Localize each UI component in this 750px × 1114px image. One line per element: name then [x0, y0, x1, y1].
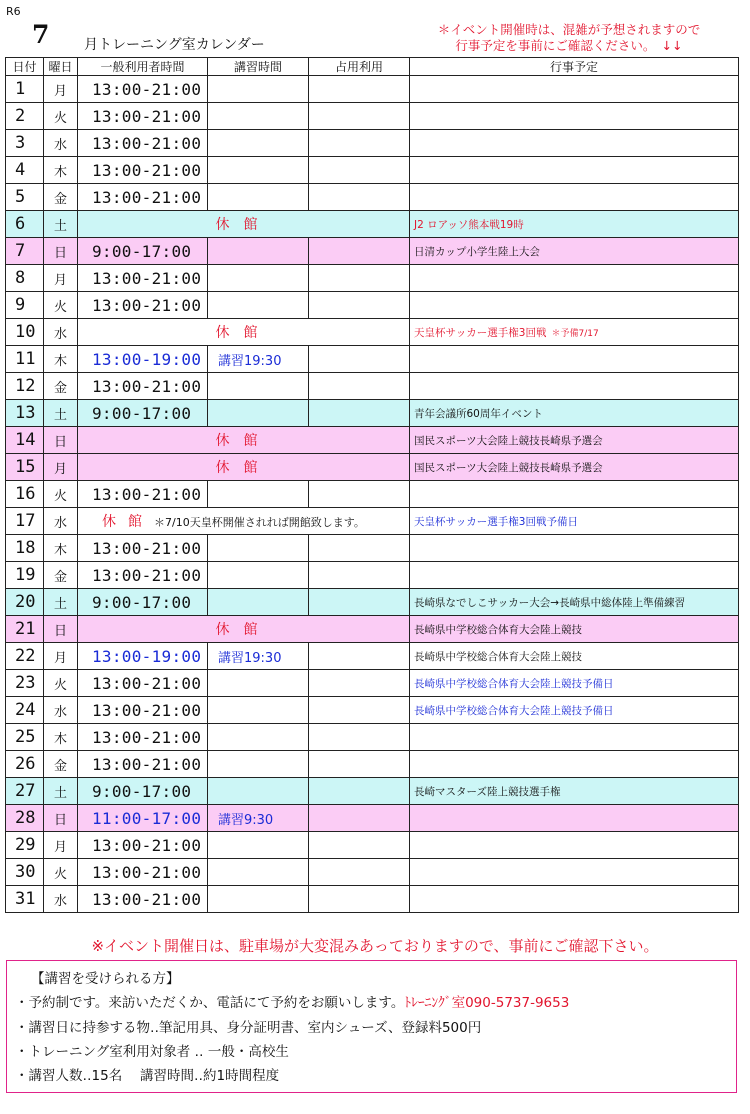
exclusive-use-cell — [309, 481, 410, 508]
date-cell: 31 — [6, 886, 44, 913]
table-row — [6, 616, 739, 643]
general-hours-cell: 9:00-17:00 — [78, 238, 208, 265]
event-text: 日清カップ小学生陸上大会 — [414, 245, 540, 258]
exclusive-use-cell — [309, 751, 410, 778]
lecture-time-cell — [208, 670, 309, 697]
parking-warning: ※イベント開催日は、駐車場が大変混みあっておりますので、事前にご確認下さい。 — [91, 937, 659, 955]
date-cell: 2 — [6, 103, 44, 130]
weekday-cell: 水 — [44, 697, 78, 724]
weekday-cell: 木 — [44, 346, 78, 373]
event-cell — [410, 724, 739, 751]
date-cell: 9 — [6, 292, 44, 319]
lecture-info-line-1 — [15, 991, 569, 1011]
exclusive-use-cell — [309, 103, 410, 130]
date-cell: 27 — [6, 778, 44, 805]
event-cell — [410, 778, 739, 805]
lecture-time-cell — [208, 265, 309, 292]
event-cell — [410, 292, 739, 319]
table-header-row — [6, 58, 739, 76]
event-cell — [410, 589, 739, 616]
header-date: 日付 — [6, 58, 44, 76]
table-row — [6, 778, 739, 805]
event-cell — [410, 859, 739, 886]
weekday-cell: 日 — [44, 805, 78, 832]
lecture-time-cell: 講習19:30 — [208, 346, 309, 373]
event-cell — [410, 805, 739, 832]
lecture-time-cell — [208, 238, 309, 265]
event-cell — [410, 76, 739, 103]
weekday-cell: 金 — [44, 751, 78, 778]
table-row — [6, 157, 739, 184]
weekday-cell: 日 — [44, 616, 78, 643]
event-cell — [410, 103, 739, 130]
closed-label: 休館 — [102, 514, 154, 530]
event-cell — [410, 481, 739, 508]
lecture-info-line-4: ・講習人数‥15名 講習時間‥約1時間程度 — [15, 1068, 280, 1084]
event-cell — [410, 238, 739, 265]
lecture-time-cell — [208, 157, 309, 184]
date-cell: 26 — [6, 751, 44, 778]
weekday-cell: 土 — [44, 400, 78, 427]
event-text: 長崎マスターズ陸上競技選手権 — [414, 785, 561, 798]
weekday-cell: 火 — [44, 103, 78, 130]
phone-number: ﾄﾚｰﾆﾝｸﾞ室090-5737-9653 — [404, 995, 570, 1011]
event-cell — [410, 616, 739, 643]
event-cell — [410, 535, 739, 562]
weekday-cell: 土 — [44, 589, 78, 616]
weekday-cell: 木 — [44, 535, 78, 562]
calendar-table — [5, 57, 739, 913]
general-hours-cell: 13:00-21:00 — [78, 724, 208, 751]
era-label: R6 — [6, 5, 21, 18]
event-text: 青年会議所60周年イベント — [414, 407, 543, 420]
date-cell: 11 — [6, 346, 44, 373]
lecture-time-cell — [208, 481, 309, 508]
table-row — [6, 643, 739, 670]
event-cell — [410, 697, 739, 724]
closed-note-cell — [78, 508, 410, 535]
table-row — [6, 589, 739, 616]
closed-cell: 休館 — [78, 319, 410, 346]
event-notice-line2: 行事予定を事前にご確認ください。 ↓↓ — [455, 38, 683, 53]
lecture-time-cell — [208, 562, 309, 589]
table-row — [6, 184, 739, 211]
exclusive-use-cell — [309, 832, 410, 859]
lecture-info-line-3: ・トレーニング室利用対象者 ‥ 一般・高校生 — [15, 1044, 289, 1060]
weekday-cell: 金 — [44, 184, 78, 211]
table-row — [6, 76, 739, 103]
general-hours-cell: 13:00-21:00 — [78, 535, 208, 562]
event-cell — [410, 670, 739, 697]
weekday-cell: 月 — [44, 76, 78, 103]
header-lecture-time: 講習時間 — [208, 58, 309, 76]
general-hours-cell: 13:00-21:00 — [78, 184, 208, 211]
event-cell — [410, 265, 739, 292]
general-hours-cell: 13:00-21:00 — [78, 157, 208, 184]
date-cell: 13 — [6, 400, 44, 427]
weekday-cell: 水 — [44, 130, 78, 157]
exclusive-use-cell — [309, 643, 410, 670]
event-cell — [410, 454, 739, 481]
event-notice — [410, 22, 728, 54]
table-row — [6, 481, 739, 508]
table-row — [6, 346, 739, 373]
date-cell: 6 — [6, 211, 44, 238]
table-row — [6, 454, 739, 481]
date-cell: 4 — [6, 157, 44, 184]
event-text: 長崎県中学校総合体育大会陸上競技 — [414, 650, 582, 663]
weekday-cell: 金 — [44, 373, 78, 400]
lecture-info-box — [6, 960, 737, 1093]
date-cell: 15 — [6, 454, 44, 481]
table-row — [6, 751, 739, 778]
date-cell: 30 — [6, 859, 44, 886]
event-text: 長崎県中学校総合体育大会陸上競技予備日 — [414, 677, 614, 690]
table-row — [6, 373, 739, 400]
lecture-time-cell — [208, 778, 309, 805]
table-row — [6, 535, 739, 562]
table-row — [6, 427, 739, 454]
event-text: 国民スポーツ大会陸上競技長崎県予選会 — [414, 434, 603, 447]
date-cell: 17 — [6, 508, 44, 535]
closed-cell: 休館 — [78, 454, 410, 481]
event-cell — [410, 373, 739, 400]
exclusive-use-cell — [309, 265, 410, 292]
general-hours-cell: 13:00-21:00 — [78, 751, 208, 778]
date-cell: 21 — [6, 616, 44, 643]
exclusive-use-cell — [309, 238, 410, 265]
weekday-cell: 金 — [44, 562, 78, 589]
exclusive-use-cell — [309, 535, 410, 562]
weekday-cell: 火 — [44, 292, 78, 319]
general-hours-cell: 13:00-21:00 — [78, 697, 208, 724]
weekday-cell: 火 — [44, 859, 78, 886]
table-row — [6, 319, 739, 346]
table-row — [6, 400, 739, 427]
closed-cell: 休館 — [78, 427, 410, 454]
date-cell: 24 — [6, 697, 44, 724]
header-events: 行事予定 — [410, 58, 739, 76]
general-hours-cell: 13:00-21:00 — [78, 670, 208, 697]
general-hours-cell: 13:00-21:00 — [78, 562, 208, 589]
table-row — [6, 886, 739, 913]
date-cell: 1 — [6, 76, 44, 103]
lecture-time-cell — [208, 184, 309, 211]
weekday-cell: 木 — [44, 157, 78, 184]
weekday-cell: 火 — [44, 670, 78, 697]
date-cell: 10 — [6, 319, 44, 346]
weekday-cell: 水 — [44, 508, 78, 535]
date-cell: 25 — [6, 724, 44, 751]
general-hours-cell: 11:00-17:00 — [78, 805, 208, 832]
general-hours-cell: 13:00-21:00 — [78, 103, 208, 130]
exclusive-use-cell — [309, 589, 410, 616]
event-subnote: ＊予備7/17 — [551, 328, 599, 339]
lecture-time-cell — [208, 751, 309, 778]
table-row — [6, 238, 739, 265]
exclusive-use-cell — [309, 373, 410, 400]
event-cell — [410, 427, 739, 454]
lecture-time-cell — [208, 832, 309, 859]
event-text: 長崎県中学校総合体育大会陸上競技 — [414, 623, 582, 636]
table-row — [6, 508, 739, 535]
weekday-cell: 火 — [44, 481, 78, 508]
date-cell: 7 — [6, 238, 44, 265]
table-row — [6, 724, 739, 751]
event-cell — [410, 400, 739, 427]
exclusive-use-cell — [309, 670, 410, 697]
general-hours-cell: 13:00-19:00 — [78, 643, 208, 670]
general-hours-cell: 9:00-17:00 — [78, 589, 208, 616]
table-row — [6, 265, 739, 292]
event-text: J2 ロアッソ熊本戦19時 — [414, 218, 524, 231]
exclusive-use-cell — [309, 697, 410, 724]
weekday-cell: 月 — [44, 832, 78, 859]
lecture-info-line-2: ・講習日に持参する物‥筆記用具、身分証明書、室内シューズ、登録料500円 — [15, 1020, 482, 1036]
date-cell: 16 — [6, 481, 44, 508]
header-exclusive-use: 占用利用 — [309, 58, 410, 76]
date-cell: 14 — [6, 427, 44, 454]
table-row — [6, 670, 739, 697]
table-row — [6, 832, 739, 859]
event-cell — [410, 886, 739, 913]
general-hours-cell: 13:00-21:00 — [78, 859, 208, 886]
general-hours-cell: 13:00-21:00 — [78, 292, 208, 319]
weekday-cell: 水 — [44, 319, 78, 346]
table-row — [6, 805, 739, 832]
exclusive-use-cell — [309, 886, 410, 913]
exclusive-use-cell — [309, 562, 410, 589]
weekday-cell: 土 — [44, 211, 78, 238]
table-row — [6, 697, 739, 724]
page-title: 月トレーニング室カレンダー — [84, 37, 265, 53]
exclusive-use-cell — [309, 76, 410, 103]
table-row — [6, 859, 739, 886]
date-cell: 12 — [6, 373, 44, 400]
weekday-cell: 土 — [44, 778, 78, 805]
lecture-info-title: 【講習を受けられる方】 — [31, 971, 180, 987]
weekday-cell: 水 — [44, 886, 78, 913]
event-cell — [410, 211, 739, 238]
lecture-time-cell — [208, 373, 309, 400]
general-hours-cell: 13:00-21:00 — [78, 76, 208, 103]
exclusive-use-cell — [309, 292, 410, 319]
event-text: 国民スポーツ大会陸上競技長崎県予選会 — [414, 461, 603, 474]
exclusive-use-cell — [309, 778, 410, 805]
lecture-time-cell — [208, 535, 309, 562]
event-cell — [410, 184, 739, 211]
weekday-cell: 木 — [44, 724, 78, 751]
general-hours-cell: 13:00-21:00 — [78, 373, 208, 400]
exclusive-use-cell — [309, 184, 410, 211]
general-hours-cell: 13:00-21:00 — [78, 886, 208, 913]
event-cell — [410, 562, 739, 589]
weekday-cell: 月 — [44, 454, 78, 481]
exclusive-use-cell — [309, 400, 410, 427]
weekday-cell: 月 — [44, 265, 78, 292]
lecture-time-cell — [208, 103, 309, 130]
table-row — [6, 211, 739, 238]
lecture-time-cell — [208, 130, 309, 157]
exclusive-use-cell — [309, 130, 410, 157]
date-cell: 28 — [6, 805, 44, 832]
event-cell — [410, 643, 739, 670]
lecture-time-cell — [208, 886, 309, 913]
calendar-body — [6, 76, 739, 913]
month-number: 7 — [32, 20, 50, 49]
lecture-time-cell — [208, 724, 309, 751]
header-weekday: 曜日 — [44, 58, 78, 76]
closed-cell: 休館 — [78, 211, 410, 238]
lecture-time-cell: 講習9:30 — [208, 805, 309, 832]
date-cell: 23 — [6, 670, 44, 697]
date-cell: 19 — [6, 562, 44, 589]
general-hours-cell: 9:00-17:00 — [78, 778, 208, 805]
date-cell: 29 — [6, 832, 44, 859]
exclusive-use-cell — [309, 859, 410, 886]
date-cell: 18 — [6, 535, 44, 562]
date-cell: 20 — [6, 589, 44, 616]
general-hours-cell: 13:00-21:00 — [78, 265, 208, 292]
general-hours-cell: 13:00-21:00 — [78, 832, 208, 859]
table-row — [6, 562, 739, 589]
header-general-hours: 一般利用者時間 — [78, 58, 208, 76]
lecture-time-cell — [208, 589, 309, 616]
event-cell — [410, 751, 739, 778]
reopen-note: ＊7/10天皇杯開催されれば開館致します。 — [154, 516, 365, 529]
event-text: 天皇杯サッカー選手権3回戦予備日 — [414, 515, 578, 528]
event-cell — [410, 157, 739, 184]
date-cell: 22 — [6, 643, 44, 670]
exclusive-use-cell — [309, 805, 410, 832]
weekday-cell: 日 — [44, 427, 78, 454]
date-cell: 3 — [6, 130, 44, 157]
event-cell — [410, 346, 739, 373]
weekday-cell: 月 — [44, 643, 78, 670]
date-cell: 8 — [6, 265, 44, 292]
general-hours-cell: 13:00-21:00 — [78, 481, 208, 508]
closed-cell: 休館 — [78, 616, 410, 643]
event-cell — [410, 130, 739, 157]
event-cell — [410, 319, 739, 346]
event-cell — [410, 832, 739, 859]
exclusive-use-cell — [309, 346, 410, 373]
lecture-time-cell: 講習19:30 — [208, 643, 309, 670]
reservation-text: ・予約制です。来訪いただくか、電話にて予約をお願いします。 — [15, 995, 405, 1011]
table-row — [6, 103, 739, 130]
exclusive-use-cell — [309, 724, 410, 751]
lecture-time-cell — [208, 292, 309, 319]
table-row — [6, 130, 739, 157]
event-cell — [410, 508, 739, 535]
lecture-time-cell — [208, 697, 309, 724]
lecture-time-cell — [208, 859, 309, 886]
date-cell: 5 — [6, 184, 44, 211]
event-text: 天皇杯サッカー選手権3回戦 — [414, 326, 547, 339]
general-hours-cell: 13:00-21:00 — [78, 130, 208, 157]
general-hours-cell: 13:00-19:00 — [78, 346, 208, 373]
table-row — [6, 292, 739, 319]
event-text: 長崎県なでしこサッカー大会→長崎県中総体陸上準備練習 — [414, 596, 686, 609]
lecture-time-cell — [208, 76, 309, 103]
event-text: 長崎県中学校総合体育大会陸上競技予備日 — [414, 704, 614, 717]
general-hours-cell: 9:00-17:00 — [78, 400, 208, 427]
event-notice-line1: ＊イベント開催時は、混雑が予想されますので — [437, 22, 701, 37]
exclusive-use-cell — [309, 157, 410, 184]
weekday-cell: 日 — [44, 238, 78, 265]
lecture-time-cell — [208, 400, 309, 427]
